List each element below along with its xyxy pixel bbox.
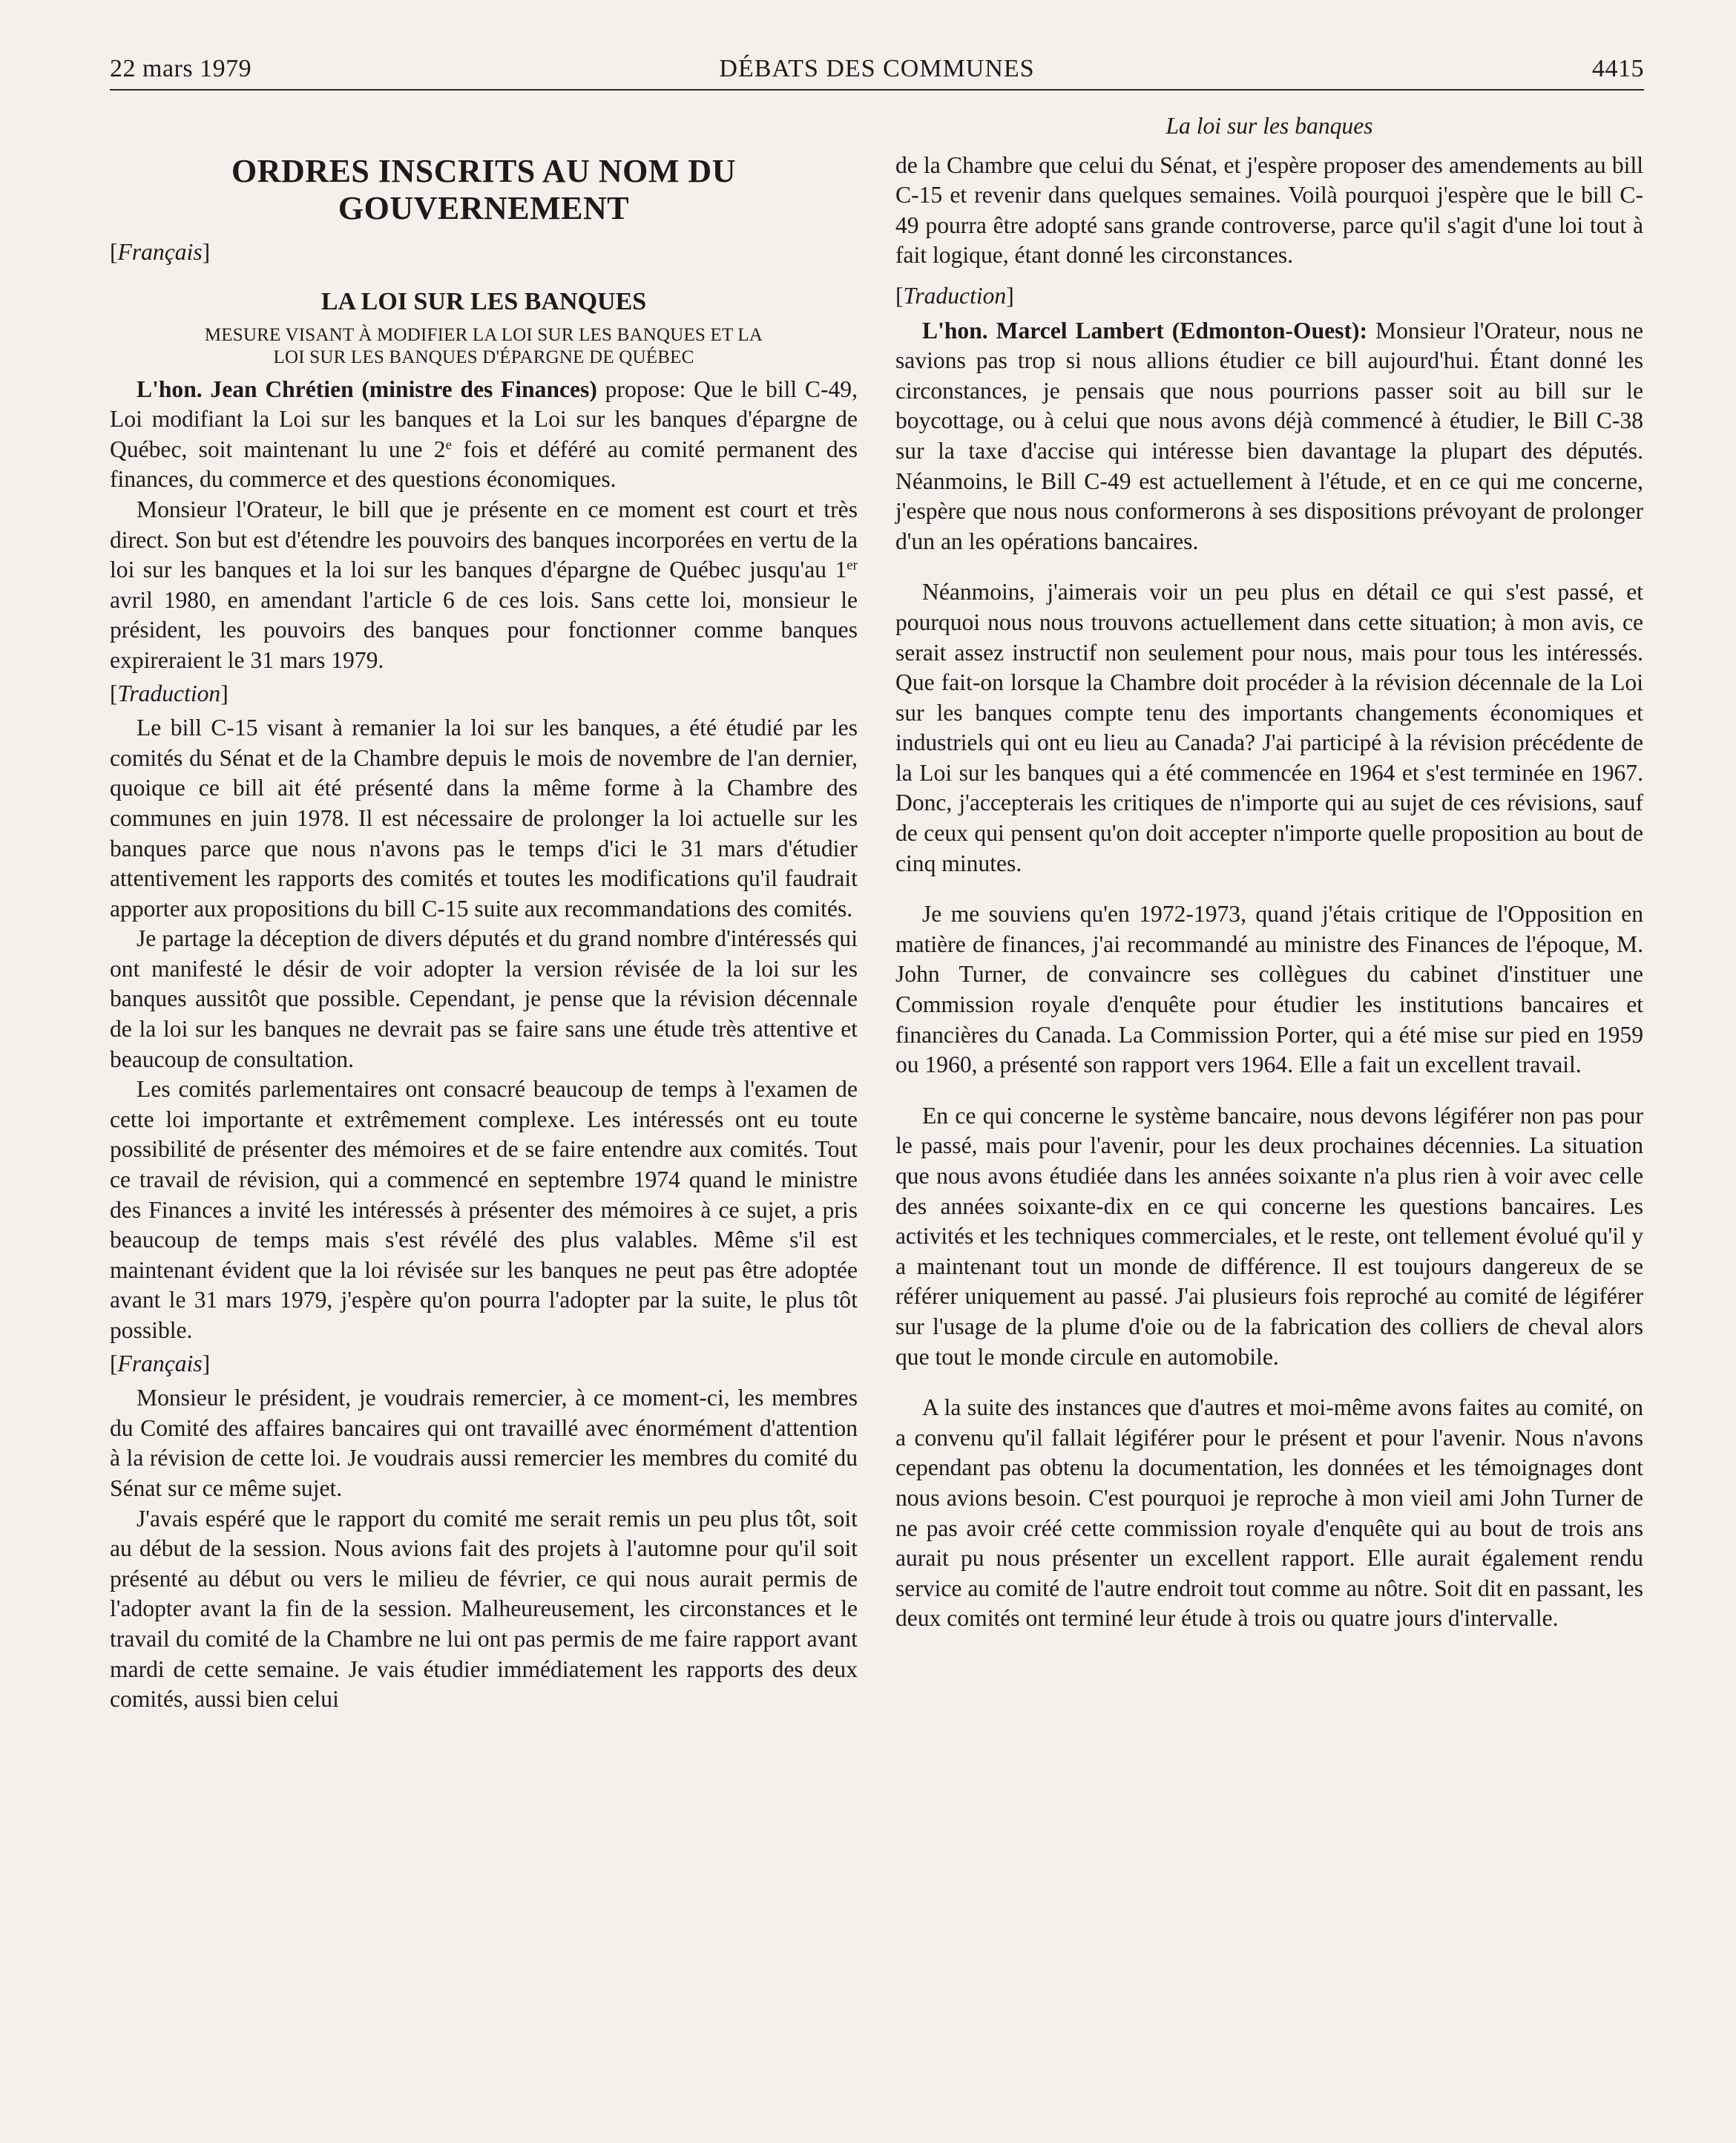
language-tag-text: Traduction (903, 282, 1007, 309)
language-tag-traduction: [Traduction] (895, 282, 1014, 309)
paragraph-6: A la suite des instances que d'autres et moi-même avons faites au comité, on a convenu qu'il fallait légiférer pour le présent et pour l'avenir. Nous n'avons cependant pas obtenu la documentation, les données et les témoignages dont nous avions besoin. C'est pourquoi je reproche à mon vieil ami John Turner de ne pas avoir créé cette commission royale d'enquête qui au bout de trois ans aurait pu nous présenter un excellent rapport. Elle aurait également rendu service au comité de l'autre endroit tout comme au nôtre. Soit dit en passant, les deux comités ont terminé leur étude à trois ou quatre jours d'intervalle. (895, 1394, 1643, 1632)
paragraph-text: fois et déféré au comité permanent des finances, du commerce et des questions économiques. (110, 436, 858, 493)
paragraph-3: Néanmoins, j'aimerais voir un peu plus en détail ce qui s'est passé, et pourquoi nous nous trouvons actuellement dans cette situation; à mon avis, ce serait assez instructif non seulement pour nous, mais pour tous les intéressés. Que fait-on lorsque la Chambre doit procéder à la révision décennale de la Loi sur les banques compte tenu des importants changements économiques et industriels qui ont eu lieu au Canada? J'ai participé à la révision précédente de la Loi sur les banques qui a été commencée en 1964 et s'est terminée en 1967. Donc, j'accepterais les critiques de n'importe qui au sujet de ces révisions, sauf de ceux qui pensent qu'on doit accepter n'importe quelle proposition au bout de cinq minutes. (895, 579, 1643, 876)
left-column (110, 111, 858, 1715)
paragraph-7: J'avais espéré que le rapport du comité me serait remis un peu plus tôt, soit au début de la session. Nous avions fait des projets à l'automne pour qu'il soit présenté au début ou vers le milieu de février, ce qui nous aurait permis de l'adopter avant la fin de la session. Malheureusement, les circonstances et le travail du comité de la Chambre ne lui ont pas permis de me faire rapport avant mardi de cette semaine. Je vais étudier immédiatement les rapports des deux comités, aussi bien celui (110, 1505, 858, 1713)
language-tag-francais: [Français] (110, 1350, 211, 1376)
paragraph-4: Je me souviens qu'en 1972-1973, quand j'étais critique de l'Opposition en matière de finances, j'ai recommandé au ministre des Finances de l'époque, M. John Turner, de convaincre ses collègues du cabinet d'instituer une Commission royale d'enquête pour étudier les institutions bancaires et financières du Canada. La Commission Porter, qui a été mise sur pied en 1959 ou 1960, a présenté son rapport vers 1964. Elle a fait un excellent travail. (895, 901, 1643, 1078)
paragraph-text: Monsieur l'Orateur, le bill que je présente en ce moment est court et très direct. Son but est d'étendre les pouvoirs des banques incorporées en vertu de la loi sur les banques et la loi sur les banques d'épargne de Québec jusqu'au 1 (110, 496, 858, 583)
paragraph-5: Les comités parlementaires ont consacré beaucoup de temps à l'examen de cette loi importante et extrêmement complexe. Les intéressés ont eu toute possibilité de présenter des mémoires et de se faire entendre aux comités. Tout ce travail de révision, qui a commencé en septembre 1974 quand le ministre des Finances a invité les intéressés à présenter des mémoires à ce sujet, a pris beaucoup de temps mais s'est révélé des plus valables. Même s'il est maintenant évident que la loi révisée sur les banques ne peut pas être adoptée avant le 31 mars 1979, j'espère qu'on pourra l'adopter par la suite, le plus tôt possible. (110, 1076, 858, 1343)
section-title (110, 153, 858, 227)
language-tag-francais: [Français] (110, 239, 211, 265)
speaker-name: L'hon. Marcel Lambert (Edmonton-Ouest): (922, 317, 1368, 344)
speaker-name: L'hon. Jean Chrétien (ministre des Finances) (137, 375, 597, 402)
paragraph-continued: de la Chambre que celui du Sénat, et j'espère proposer des amendements au bill C-15 et revenir dans quelques semaines. Voilà pourquoi j'espère que le bill C-49 pourra être adopté sans grande controverse, parce qu'il s'agit d'une loi tout à fait logique, étant donné les circonstances. (895, 151, 1643, 269)
language-tag-text: Traduction (117, 680, 221, 706)
measure-title-line-1: MESURE VISANT À MODIFIER LA LOI SUR LES BANQUES ET LA (204, 324, 763, 345)
running-subheading: La loi sur les banques (1165, 113, 1373, 139)
language-tag-text: Français (117, 239, 203, 265)
paragraph-text: Monsieur l'Orateur, nous ne savions pas trop si nous allions étudier ce bill aujourd'hui. Étant donné les circonstances, je pensais que nous pourrions passer soit au bill sur le boycottage, ou à celui que nous avons déjà commencé à étudier, le Bill C-38 sur la taxe d'accise qui intéresse bien davantage la plupart des députés. Néanmoins, le Bill C-49 est actuellement à l'étude, et en ce qui me concerne, j'espère que nous nous conformerons à ses dispositions prévoyant de prolonger d'un an les opérations bancaires. (895, 317, 1643, 554)
paragraph-2 (110, 495, 858, 676)
paragraph-4: Je partage la déception de divers députés et du grand nombre d'intéressés qui ont manifesté le désir de voir adopter la version révisée de la loi sur les banques aussitôt que possible. Cependant, je pense que la révision décennale de la loi sur les banques ne devrait pas se faire sans une étude très attentive et beaucoup de consultation. (110, 925, 858, 1072)
measure-title-line-2: LOI SUR LES BANQUES D'ÉPARGNE DE QUÉBEC (273, 347, 694, 367)
paragraph-3: Le bill C-15 visant à remanier la loi sur les banques, a été étudié par les comités du Sénat et de la Chambre depuis le mois de novembre de l'an dernier, quoique ce bill ait été présenté dans la même forme à la Chambre des communes en juin 1978. Il est nécessaire de prolonger la loi actuelle sur les banques parce que nous n'avons pas le temps d'ici le 31 mars d'étudier attentivement les rapports des comités et toutes les modifications qu'il faudrait apporter aux propositions du bill C-15 suite aux recommandations des comités. (110, 715, 858, 922)
paragraph-lambert (895, 316, 1643, 557)
paragraph-6: Monsieur le président, je voudrais remercier, à ce moment-ci, les membres du Comité des affaires bancaires qui ont travaillé avec énormément d'attention à la révision de cette loi. Je voudrais aussi remercier les membres du comité du Sénat sur ce même sujet. (110, 1385, 858, 1501)
superscript: e (445, 437, 452, 453)
section-title-line-2: GOUVERNEMENT (338, 190, 630, 226)
paragraph-text: avril 1980, en amendant l'article 6 de ces lois. Sans cette loi, monsieur le président, les pouvoirs des banques pour fonctionner comme banques expireraient le 31 mars 1979. (110, 586, 858, 673)
paragraph-chretien-motion (110, 375, 858, 495)
language-tag-traduction: [Traduction] (110, 680, 228, 706)
measure-title (110, 324, 858, 369)
paragraph-5: En ce qui concerne le système bancaire, nous devons légiférer non pas pour le passé, mais pour l'avenir, pour les deux prochaines décennies. La situation que nous avons étudiée dans les années soixante n'a plus rien à voir avec celle des années soixante-dix en ce qui concerne les questions bancaires. Les activités et les techniques commerciales, et le reste, ont tellement évolué qu'il y a maintenant tout un monde de différence. Il est toujours dangereux de se référer uniquement au passé. J'ai plusieurs fois reproché au comité de légiférer sur l'usage de la plume d'oie ou de la fabrication des colliers de cheval alors que tout le monde circule en automobile. (895, 1102, 1643, 1370)
running-header (110, 50, 1644, 91)
header-date: 22 mars 1979 (110, 55, 252, 82)
header-page-number: 4415 (1592, 55, 1644, 82)
section-title-line-1: ORDRES INSCRITS AU NOM DU (231, 153, 736, 189)
subject-title: LA LOI SUR LES BANQUES (320, 287, 647, 315)
language-tag-text: Français (117, 1350, 203, 1376)
right-column (895, 111, 1643, 1634)
header-publication-title: DÉBATS DES COMMUNES (719, 55, 1035, 82)
paragraph-text: propose: Que le bill C-49, Loi modifiant la Loi sur les banques et la Loi sur les banques d'épargne de Québec, soit maintenant lu une 2 (110, 375, 858, 462)
superscript: er (846, 557, 858, 574)
